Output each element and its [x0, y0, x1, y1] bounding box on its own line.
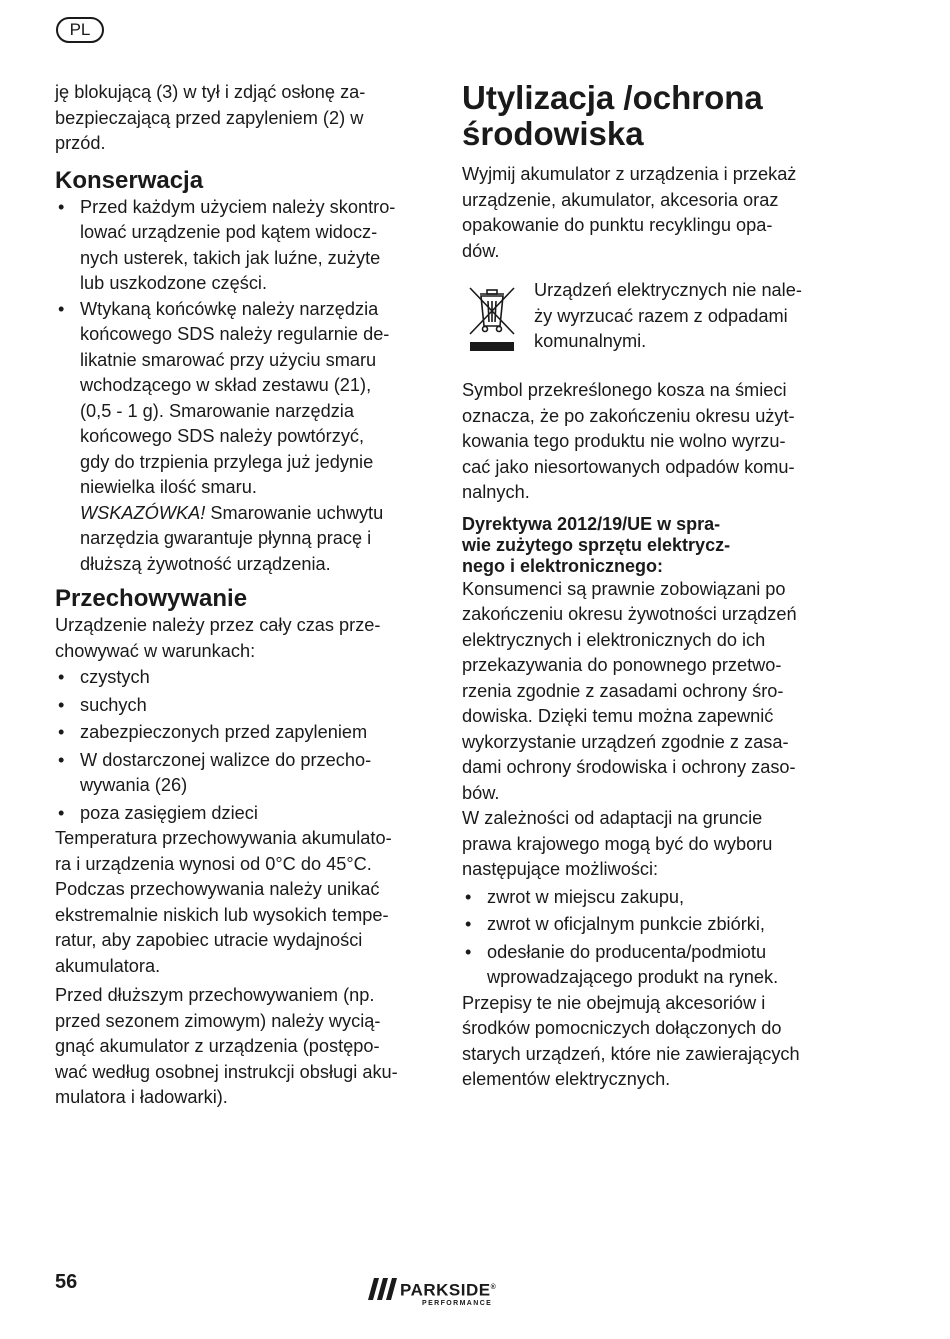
page-title: Utylizacja /ochrona środowiska	[462, 79, 763, 152]
crossed-out-wheelie-bin-icon	[466, 284, 518, 354]
right-column	[462, 80, 834, 1093]
note-label: WSKAZÓWKA!	[80, 502, 206, 523]
list-item: • zwrot w miejscu zakupu,	[462, 885, 834, 911]
weee-text: Urządzeń elektrycznych nie nale- ży wyrzucać razem z odpadami komunalnymi.	[534, 280, 802, 351]
storage-conditions-list	[55, 665, 427, 826]
directive-paragraph: Konsumenci są prawnie zobowiązani po zakończeniu okresu żywotności urządzeń elektrycznych i elektronicznych do ich przekazywania do ponownego przetwo- rzenia zgodnie z zasadami ochrony śro- dowiska. Dzięki temu można zapewnić wykorzystanie urządzeń zgodnie z zasa- dami ochrony środowiska i ochrony zaso- bów.	[462, 578, 797, 803]
list-item: • zwrot w oficjalnym punkcie zbiórki,	[462, 912, 834, 938]
weee-notice	[462, 278, 834, 366]
list-item: • W dostarczonej walizce do przecho- wywania (26)	[55, 748, 427, 799]
note-line: WSKAZÓWKA! Smarowanie uchwytu	[80, 502, 384, 523]
section-title-przechowywanie: Przechowywanie	[55, 585, 248, 612]
directive-title: Dyrektywa 2012/19/UE w spra- wie zużytego sprzętu elektrycz- nego i elektronicznego:	[462, 513, 731, 576]
list-item: • suchych	[55, 693, 427, 719]
storage-intro: Urządzenie należy przez cały czas prze- chowywać w warunkach:	[55, 615, 381, 661]
disposal-intro: Wyjmij akumulator z urządzenia i przekaż urządzenie, akumulator, akcesoria oraz opakowanie do punktu recyklingu opa- dów.	[462, 164, 797, 261]
options-intro: W zależności od adaptacji na gruncie prawa krajowego mogą być do wyboru następujące możliwości:	[462, 808, 773, 879]
language-badge: PL	[56, 17, 104, 43]
section-title-konserwacja: Konserwacja	[55, 166, 204, 194]
storage-temperature-paragraph: Temperatura przechowywania akumulato- ra i urządzenia wynosi od 0°C do 45°C. Podczas przechowywania należy unikać ekstremalnie niskich lub wysokich tempe- ratur, aby zapobiec utracie wydajności akumulatora.	[55, 828, 392, 976]
left-column	[55, 80, 427, 1111]
list-item: • Wtykaną końcówkę należy narzędzia końcowego SDS należy regularnie de- likatnie smarować przy użyciu smaru wchodzącego w skład zestawu (21), (0,5 - 1 g). Smarowanie narzędzia końcowego SDS należy powtórzyć, gdy do trzpienia przylega już jedynie niewielka ilość smaru. WSKAZÓWKA! Smarowanie uchwytu narzędzia gwarantuje płynną pracę i dłuższą żywotność urządzenia.	[55, 297, 427, 578]
symbol-paragraph: Symbol przekreślonego kosza na śmieci oznacza, że po zakończeniu okresu użyt- kowania tego produktu nie wolno wyrzu- cać jako niesortowanych odpadów komu- nalnych.	[462, 380, 795, 502]
intro-paragraph: ję blokującą (3) w tył i zdjąć osłonę za- bezpieczającą przed zapyleniem (2) w przód.	[55, 82, 366, 153]
list-item: • poza zasięgiem dzieci	[55, 801, 427, 827]
return-options-list	[462, 885, 834, 991]
page-number: 56	[55, 1271, 78, 1293]
parkside-logo	[368, 1276, 518, 1312]
closing-paragraph: Przepisy te nie obejmują akcesoriów i środków pomocniczych dołączonych do starych urządzeń, które nie zawierających elementów elektrycznych.	[462, 992, 800, 1089]
list-item: • odesłanie do producenta/podmiotu wprowadzającego produkt na rynek.	[462, 940, 834, 991]
list-item: • czystych	[55, 665, 427, 691]
long-storage-paragraph: Przed dłuższym przechowywaniem (np. przed sezonem zimowym) należy wycią- gnąć akumulator z urządzenia (postępo- wać według osobnej instrukcji obsługi aku- mulatora i ładowarki).	[55, 985, 398, 1107]
konserwacja-list	[55, 195, 427, 578]
brand-name: PARKSIDE®	[400, 1280, 497, 1300]
list-item: • zabezpieczonych przed zapyleniem	[55, 720, 427, 746]
parkside-slashes-icon	[368, 1278, 400, 1300]
brand-subline: PERFORMANCE	[422, 1300, 493, 1307]
list-item: • Przed każdym użyciem należy skontro- lować urządzenie pod kątem widocz- nych usterek, takich jak luźne, zużyte lub uszkodzone części.	[55, 195, 427, 297]
